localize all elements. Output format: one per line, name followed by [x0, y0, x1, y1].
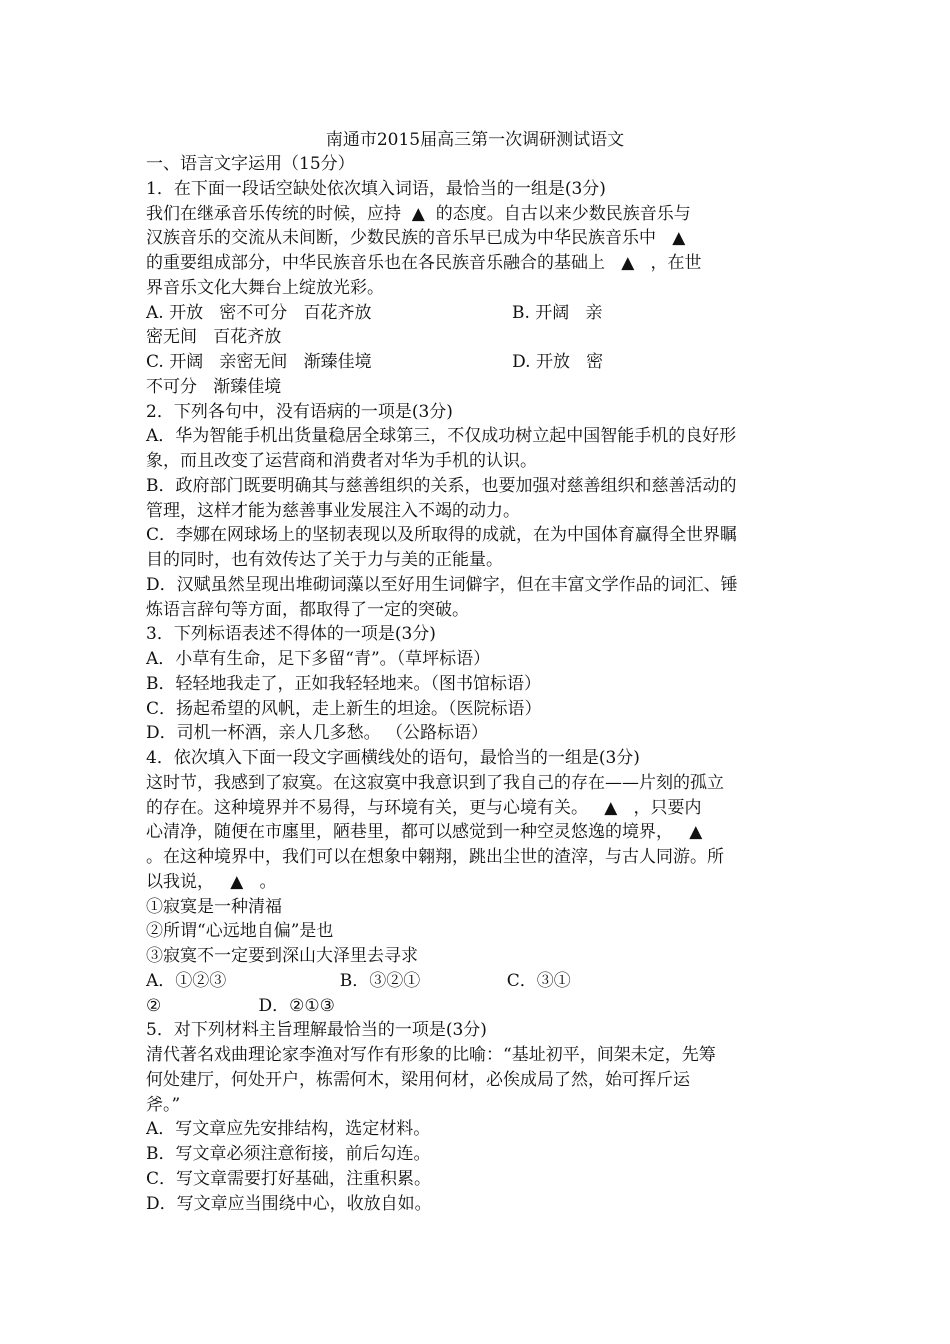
text-line: 的存在。这种境界并不易得，与环境有关，更与心境有关。 ▲ ，只要内 — [146, 797, 702, 818]
text-line: 炼语言辞句等方面，都取得了一定的突破。 — [146, 599, 469, 620]
text-line: 何处建厅，何处开户，栋需何木，梁用何材，必俟成局了然，始可挥斤运 — [146, 1069, 690, 1090]
text-line: B．政府部门既要明确其与慈善组织的关系，也要加强对慈善组织和慈善活动的 — [146, 475, 737, 496]
text-line: C．李娜在网球场上的坚韧表现以及所取得的成就，在为中国体育赢得全世界瞩 — [146, 525, 738, 546]
text-line: D．写文章应当围绕中心，收放自如。 — [146, 1193, 432, 1214]
text-line: ②所谓“心远地自偏”是也 — [146, 921, 334, 942]
text-line: ② D．②①③ — [146, 995, 335, 1016]
text-line: 1．在下面一段话空缺处依次填入词语，最恰当的一组是(3分) — [146, 178, 606, 199]
text-line: D．司机一杯酒，亲人几多愁。 （公路标语） — [146, 723, 489, 744]
text-line: A．①②③ B．③②① C．③① — [146, 970, 571, 991]
text-line: 一、语言文字运用（15分） — [146, 154, 355, 174]
text-line: 。在这种境界中，我们可以在想象中翱翔，跳出尘世的渣滓，与古人同游。所 — [146, 847, 724, 867]
text-line: C. 开阔 亲密无间 渐臻佳境 D. 开放 密 — [146, 352, 604, 372]
text-line: 5．对下列材料主旨理解最恰当的一项是(3分) — [146, 1020, 487, 1041]
text-line: 斧。” — [146, 1094, 181, 1115]
text-line: 管理，这样才能为慈善事业发展注入不竭的动力。 — [146, 500, 520, 521]
text-line: 以我说， ▲ 。 — [146, 871, 277, 892]
text-line: 目的同时，也有效传达了关于力与美的正能量。 — [146, 550, 503, 570]
text-line: 清代著名戏曲理论家李渔对写作有形象的比喻：“基址初平，间架未定，先筹 — [146, 1045, 716, 1065]
text-line: 界音乐文化大舞台上绽放光彩。 — [146, 277, 384, 298]
text-line: 我们在继承音乐传统的时候，应持 ▲ 的态度。自古以来少数民族音乐与 — [146, 203, 691, 224]
text-line: A．写文章应先安排结构，选定材料。 — [146, 1119, 431, 1140]
text-line: 4．依次填入下面一段文字画横线处的语句，最恰当的一组是(3分) — [146, 748, 640, 768]
text-line: 象，而且改变了运营商和消费者对华为手机的认识。 — [146, 451, 537, 471]
text-line: D．汉赋虽然呈现出堆砌词藻以至好用生词僻字，但在丰富文学作品的词汇、锤 — [146, 574, 738, 595]
text-line: 心清净，随便在市廛里，陋巷里，都可以感觉到一种空灵悠逸的境界， ▲ — [146, 822, 703, 843]
text-line: B．轻轻地我走了，正如我轻轻地来。（图书馆标语） — [146, 673, 541, 694]
text-line: ③寂寞不一定要到深山大泽里去寻求 — [146, 946, 418, 966]
text-line: B．写文章必须注意衔接，前后勾连。 — [146, 1144, 431, 1164]
text-line: A．华为智能手机出货量稳居全球第三，不仅成功树立起中国智能手机的良好形 — [146, 426, 737, 447]
text-line: C．扬起希望的风帆，走上新生的坦途。（医院标语） — [146, 698, 542, 719]
text-line: A．小草有生命，足下多留“青”。（草坪标语） — [146, 649, 491, 669]
text-line: C．写文章需要打好基础，注重积累。 — [146, 1168, 432, 1189]
text-line: 这时节，我感到了寂寞。在这寂寞中我意识到了我自己的存在——片刻的孤立 — [146, 772, 724, 793]
text-line: 的重要组成部分，中华民族音乐也在各民族音乐融合的基础上 ▲ ，在世 — [146, 253, 702, 273]
text-line: 不可分 渐臻佳境 — [146, 376, 282, 397]
text-line: 3．下列标语表述不得体的一项是(3分) — [146, 624, 436, 645]
text-line: 密无间 百花齐放 — [146, 327, 282, 348]
text-line: ①寂寞是一种清福 — [146, 896, 282, 917]
page-title: 南通市2015届高三第一次调研测试语文 — [325, 130, 625, 150]
text-line: 2．下列各句中，没有语病的一项是(3分) — [146, 401, 453, 422]
text-line: 汉族音乐的交流从未间断，少数民族的音乐早已成为中华民族音乐中 ▲ — [146, 228, 686, 249]
text-line: A. 开放 密不可分 百花齐放 B. 开阔 亲 — [146, 302, 603, 323]
